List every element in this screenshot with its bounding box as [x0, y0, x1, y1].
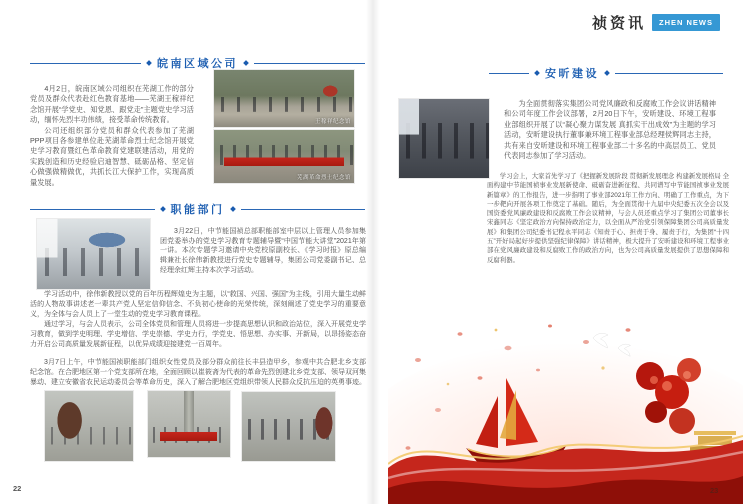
photo-martyrs-memorial-group — [214, 130, 354, 183]
divider-line — [254, 63, 365, 64]
photo-lecture-meeting — [37, 219, 150, 289]
divider-line — [615, 73, 723, 74]
divider-line — [489, 73, 529, 74]
diamond-icon — [243, 60, 249, 66]
section-header-wannan — [30, 55, 365, 71]
section-title: 安昕建设 — [545, 68, 599, 80]
photo-caption: 王稼祥纪念馆 — [314, 119, 351, 125]
paragraph: 通过学习，与会人员表示，公司全体党员和管理人员将进一步提高思想认识和政治站位，深入开展党史学习教育，做到学史明理、学史增信、学史崇德、学史力行，学党史、悟思想、办实事、开新局，以昂扬姿态奋力开启公司高质量发展新征程，以优异成绩迎接建党一百周年。 — [30, 321, 366, 348]
section-title: 皖南区域公司 — [157, 58, 238, 70]
section-title: 职能部门 — [170, 204, 225, 216]
photo-visitors-courtyard — [242, 392, 335, 461]
zhineng-body-text — [30, 290, 366, 388]
section-header-anxin — [489, 65, 723, 81]
paragraph: 3月7日上午，中节能国祯职能部门组织女性党员及部分群众前往长丰县造甲乡，参观中共合肥北乡支部纪念馆。在合肥地区第一个党支部所在地，全面回顾以崔筱斋为代表的革命先烈创建北乡党支部、领导双河集暴动、建立安徽省农民运动委员会等革命历史，深入了解合肥地区党组织带领人民群众反抗压迫的英勇事迹。 — [30, 359, 366, 386]
diamond-icon — [146, 60, 152, 66]
zhineng-lead-text — [160, 227, 366, 276]
magazine-badge: ZHEN NEWS — [652, 14, 720, 31]
wannan-text-column — [30, 84, 194, 188]
patriotic-artwork — [388, 318, 743, 504]
paragraph: 学习会上，大家首先学习了《把握新发展阶段 贯彻新发展理念 构建新发展格局 全面构建中节能国祯事业发展新使命、砥砺奋进新征程、共同谱写中节能国祯事业发展新篇章》的工作报告，进一步指明了事业部2021年工作方向、明确了工作重点，为下一步靶向开展各项工作奠定了基础。随后，为全面贯彻十九届中央纪委五次全会以及国资委党风廉政建设和反腐败工作会议精神，与会人员还重点学习了集团公司董事长宋鑫同志《坚定政治方向保持政治定力，以全面从严治党引领保障集团公司高质量发展》和集团公司纪委书记程永平同志《知责于心、担责于身、履责于行，为集团“十四五”开好局起好步提供坚强纪律保障》讲话精神，极大提升了安昕建设和环境工程事业部在党风廉政建设和反腐败工作的政治方向，也为公司高质量发展提供了思想保障和反腐利器。 — [487, 173, 729, 264]
paragraph: 公司还组织部分党员和群众代表参加了芜湖PPP项目各参建单位赴芜湖革命烈士纪念馆开展党史学习教育暨红色革命教育党建联建活动，用党的实践创造和历史经验启迪智慧、砥砺品格、坚定信心做强做精做优，共抓长江大保护工作，实现高质量发展。 — [30, 125, 194, 187]
page-number-left: 22 — [13, 484, 22, 493]
page-number-right: 23 — [710, 486, 719, 495]
diamond-icon — [534, 70, 540, 76]
photo-monument-banner-group — [148, 391, 230, 457]
anxin-lead-text — [504, 99, 716, 161]
photo-caption: 芜湖革命烈士纪念馆 — [296, 175, 351, 181]
photo-anxin-meeting — [399, 99, 489, 178]
diamond-icon — [230, 206, 236, 212]
paragraph: 3月22日，中节能国祯总部职能部室中层以上管理人员参加集团党委举办的党史学习教育专题辅导暨“中国节能大讲堂”2021年第一讲。本次专题学习邀请中央党校原副校长、《学习时报》原总编辑兼社长徐伟新教授进行党史专题辅导，集团公司党委副书记、总经理余红辉主持本次学习活动。 — [160, 228, 366, 274]
paragraph: 学习活动中，徐伟新教授以党的百年历程辉煌史为主题，以“救国、兴国、强国”为主线，引用大量生动鲜活的人物故事讲述老一辈共产党人坚定信仰信念、不负初心使命的光荣传统，深刻阐述了党史学习的重要意义，为全体与会人员上了一堂生动的党史学习教育课程。 — [30, 291, 366, 318]
divider-line — [241, 209, 366, 210]
paragraph: 4月2日，皖南区域公司组织在芜湖工作的部分党员及群众代表赴红色教育基地——芜湖王稼祥纪念馆开展“学党史、知党恩、跟党走”主题党史学习活动，缅怀先烈丰功伟绩，接受革命传统教育。 — [30, 84, 194, 125]
divider-line — [30, 209, 155, 210]
section-header-zhineng — [30, 201, 365, 217]
diamond-icon — [604, 70, 610, 76]
masthead — [592, 12, 720, 33]
diamond-icon — [160, 206, 166, 212]
page-gutter — [366, 0, 380, 504]
photo-statue-courtyard — [45, 391, 133, 461]
photo-wangjiaxiang-memorial — [214, 70, 354, 127]
paragraph: 为全面贯彻落实集团公司党风廉政和反腐败工作会议讲话精神和公司年度工作会议部署，2月20日下午，安昕建设、环境工程事业部组织开展了以“凝心聚力谋发展 真抓实干出成效”为主题的学习活动，安昕建设执行董事兼环境工程事业部总经理侯辉同志主持，共有来自安昕建设和环境工程事业部二十多名的中高层员工、党员代表同志参加了学习活动。 — [504, 99, 716, 161]
divider-line — [30, 63, 141, 64]
anxin-body-text — [487, 172, 729, 265]
magazine-title: 祯资讯 — [591, 15, 646, 32]
